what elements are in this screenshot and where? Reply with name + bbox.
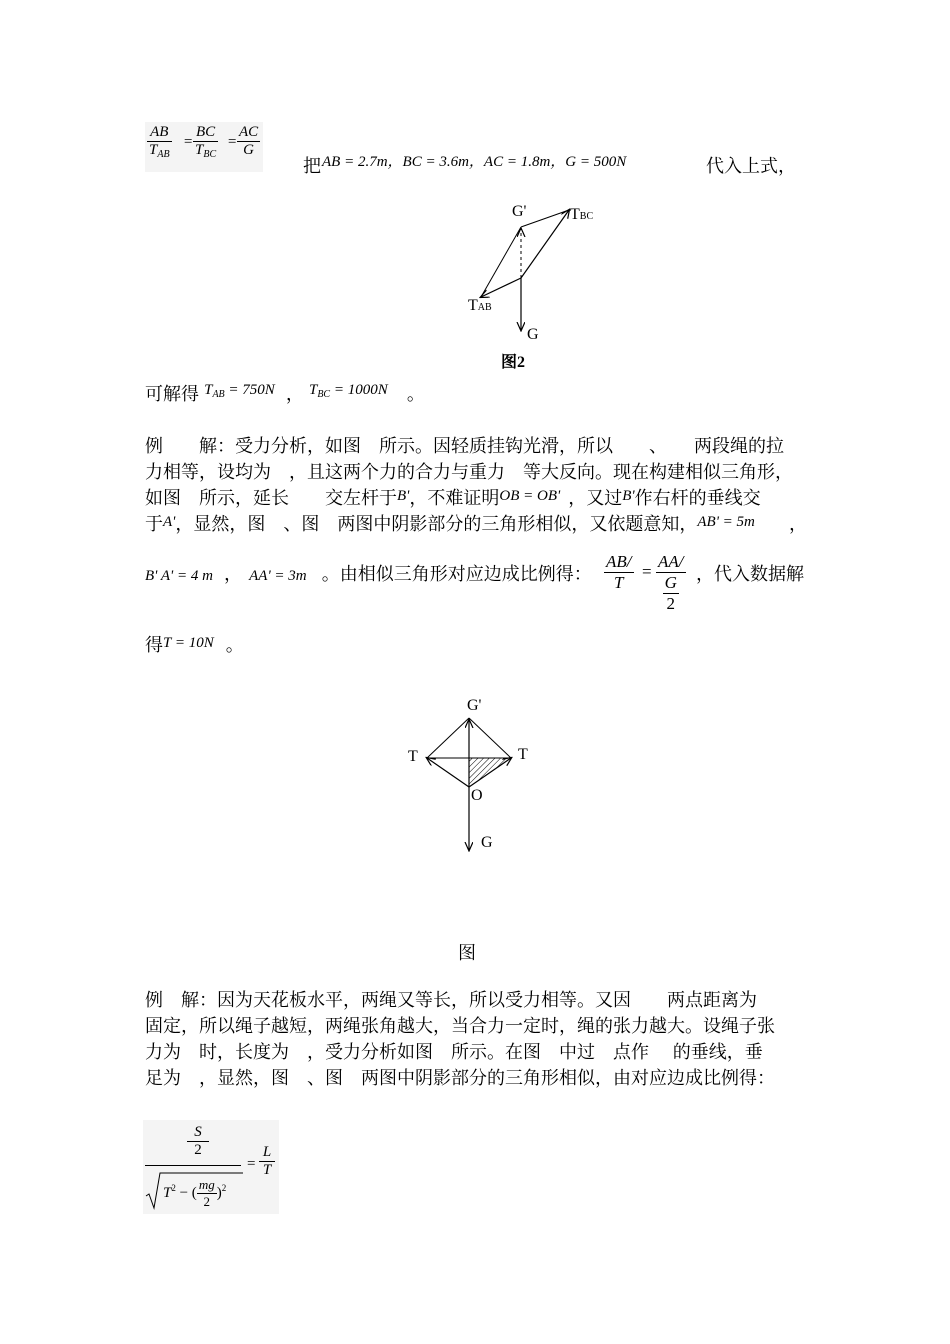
- figure-3-force-diagram: [400, 700, 540, 860]
- example-a-line-4: [145, 512, 807, 538]
- example-a-line-3: [145, 486, 761, 512]
- frac2-num: BC: [195, 124, 216, 140]
- line4-ab-eq: AB' = 5m: [697, 514, 755, 530]
- result-comma: ，: [285, 384, 304, 405]
- line6-t-eq: T = 10N: [163, 635, 214, 651]
- tab-main: T: [204, 382, 213, 398]
- fig2-tbc-main: T: [570, 206, 580, 223]
- tab-val: = 750N: [224, 382, 275, 398]
- fig3-label-g: G: [481, 834, 493, 851]
- line5-text: 。由相似三角形对应边成比例得：: [321, 564, 592, 585]
- eq-2: =: [227, 134, 238, 150]
- ratio-left-den: T: [604, 572, 634, 593]
- line3-b-prime-2: B': [622, 488, 635, 504]
- example-a-line-6: [145, 633, 244, 659]
- formula-t-sq: 2: [171, 1182, 176, 1193]
- fraction-ab-tab: [147, 124, 172, 160]
- fig2-tab-sub: AB: [477, 302, 492, 313]
- fig3-label-o: O: [471, 787, 483, 804]
- result-prefix: 可解得: [145, 384, 199, 405]
- frac2-den: T: [195, 142, 204, 158]
- similar-triangle-ratio: [604, 550, 696, 622]
- final-formula: [143, 1120, 279, 1214]
- example-a-line-5: [145, 562, 592, 588]
- ratio-right-den: [656, 572, 686, 614]
- tbc-main: T: [308, 382, 318, 398]
- line5-aa-eq: AA' = 3m: [249, 568, 307, 584]
- parallelogram-left: [481, 227, 521, 297]
- line6-a: 得: [145, 635, 163, 656]
- formula-numerator: [187, 1124, 209, 1159]
- example-a-line-1: 例 解：受力分析，如图 所示。因轻质挂钩光滑，所以 、 两段绳的拉: [145, 436, 784, 457]
- example-a-line-2: 力相等，设均为 ，且这两个力的合力与重力 等大反向。现在构建相似三角形，: [145, 462, 793, 483]
- ratio-right-fraction: [656, 552, 686, 614]
- line4-c: ，显然，图 、图 两图中阴影部分的三角形相似，又依题意知，: [175, 514, 698, 535]
- fig3-label-t-right: T: [518, 746, 528, 763]
- line4-a: 于: [145, 514, 163, 535]
- ba-char: 把: [303, 156, 321, 177]
- formula-t2: T: [259, 1161, 275, 1179]
- frac1-den-sub: AB: [157, 149, 170, 160]
- line4-a-prime: A': [163, 514, 176, 530]
- ratio-eq: =: [642, 562, 652, 581]
- line6-period: 。: [225, 635, 244, 656]
- tab-result: [204, 382, 275, 398]
- line3-c: ，不难证明: [409, 488, 500, 509]
- fig2-tbc-sub: BC: [579, 211, 594, 222]
- example-b-line-4: 足为 ，显然，图 、图 两图中阴影部分的三角形相似，由对应边成比例得：: [145, 1068, 775, 1089]
- example-b-line-2: 固定，所以绳子越短，两绳张角越大，当合力一定时，绳的张力越大。设绳子张: [145, 1016, 775, 1037]
- tbc-sub: BC: [317, 389, 331, 400]
- sqrt-content: [163, 1177, 226, 1210]
- formula-l: L: [262, 1144, 272, 1160]
- fig2-label-tbc: [570, 206, 593, 224]
- formula-main-bar: [145, 1165, 241, 1166]
- line3-ob-eq: OB = OB': [499, 488, 561, 504]
- frac2-den-sub: BC: [203, 149, 217, 160]
- frac3-den: G: [237, 141, 260, 159]
- ratio-left-fraction: [604, 552, 634, 593]
- tbc-result: [309, 382, 388, 398]
- formula-l-over-t: [259, 1144, 275, 1179]
- formula-s-two: 2: [187, 1141, 209, 1159]
- frac3-num: AC: [239, 124, 259, 140]
- ratio-g: G: [664, 573, 677, 592]
- formula-mg-frac: [197, 1177, 217, 1210]
- line3-b-prime: B': [397, 488, 410, 504]
- fig3-caption: 图: [458, 943, 476, 964]
- tbc-val: = 1000N: [330, 382, 388, 398]
- frac1-num: AB: [150, 124, 169, 140]
- result-period: 。: [406, 384, 425, 405]
- line5-comma: ，: [224, 564, 243, 585]
- formula-mg: mg: [198, 1177, 215, 1192]
- fig3-right-top: [469, 718, 511, 758]
- formula-minus: − (: [175, 1184, 197, 1201]
- fig2-label-tab: [468, 297, 492, 315]
- ratio-formula: [145, 122, 263, 172]
- example-b-line-1: 例 解：因为天花板水平，两绳又等长，所以受力相等。又因 两点距离为: [145, 990, 757, 1011]
- fig3-left-top: [427, 718, 469, 758]
- line5-tail: ，代入数据解: [696, 564, 804, 585]
- line3-a: 如图 所示，延长 交左杆于: [145, 488, 397, 509]
- fig2-tab-main: T: [468, 297, 478, 314]
- fig2-caption: 图2: [501, 354, 526, 371]
- formula-eq: =: [247, 1156, 256, 1172]
- fig3-label-g-prime: G': [467, 697, 482, 714]
- tab-sub: AB: [212, 389, 225, 400]
- substitute-text: 代入上式，: [706, 156, 796, 177]
- fig2-label-g-prime: G': [512, 203, 527, 220]
- values-formula: AB = 2.7m，BC = 3.6m，AC = 1.8m，G = 500N: [322, 154, 627, 170]
- fraction-ac-g: [237, 124, 260, 159]
- ratio-right-num: AA/: [658, 552, 684, 571]
- line4-e: ，: [789, 514, 807, 535]
- formula-close: ): [216, 1184, 222, 1201]
- vector-tbc: [521, 210, 569, 278]
- line3-g: 作右杆的垂线交: [634, 488, 761, 509]
- frac1-den: T: [149, 142, 158, 158]
- formula-t: T: [163, 1184, 172, 1201]
- formula-sq2: 2: [221, 1182, 227, 1193]
- formula-mg-two: 2: [197, 1193, 217, 1210]
- formula-s: S: [194, 1124, 202, 1140]
- ratio-two: 2: [663, 593, 679, 614]
- line3-e: ，又过: [568, 488, 623, 509]
- result-line: [145, 382, 425, 408]
- fraction-bc-tbc: [193, 124, 218, 160]
- vector-t-left: [427, 758, 469, 787]
- eq-1: =: [183, 134, 194, 150]
- fig2-label-g: G: [527, 326, 539, 343]
- fig3-label-t-left: T: [408, 748, 418, 765]
- line5-ba-eq: B' A' = 4 m: [145, 568, 213, 584]
- parallelogram-top: [521, 210, 569, 227]
- example-b-line-3: 力为 时，长度为 ，受力分析如图 所示。在图 中过 点作 的垂线，垂: [145, 1042, 763, 1063]
- ratio-left-num: AB/: [606, 552, 632, 571]
